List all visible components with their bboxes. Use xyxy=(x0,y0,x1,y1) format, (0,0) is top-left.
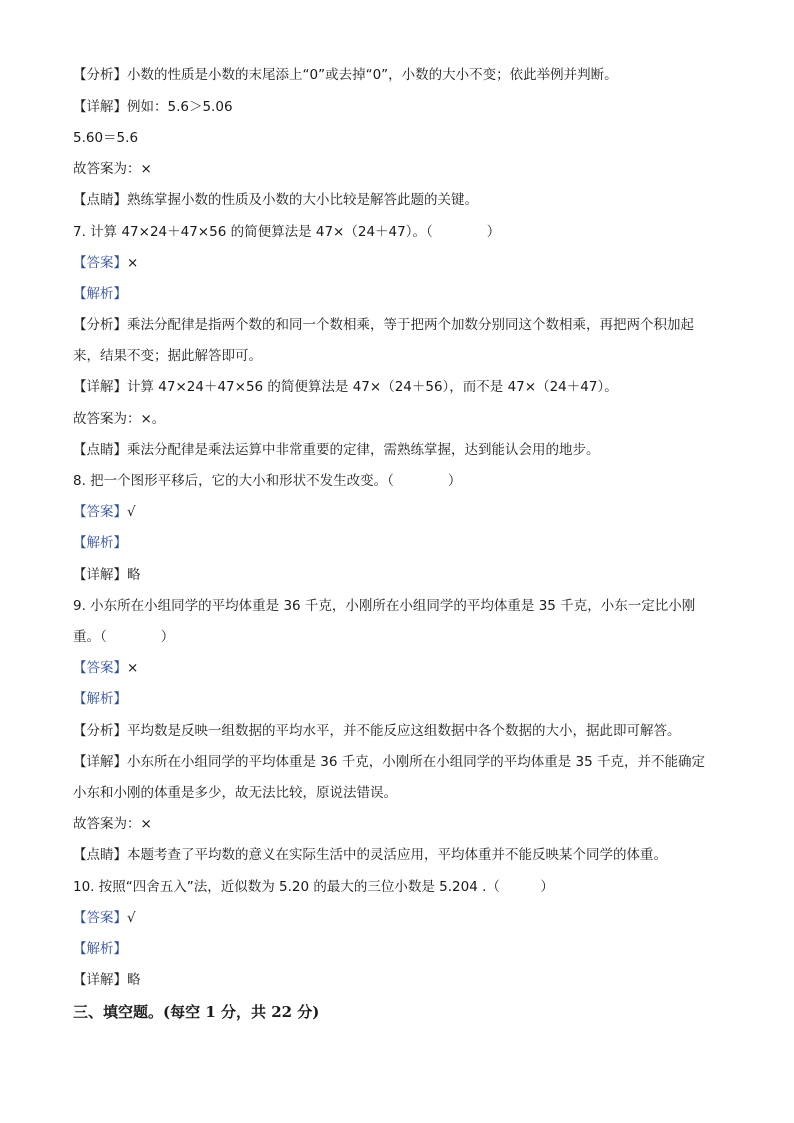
explanation-label: 【解析】 xyxy=(73,691,127,707)
explanation-label: 【解析】 xyxy=(73,286,127,302)
detail-line: 【详解】计算 47×24＋47×56 的简便算法是 47×（24＋56），而不是 47×（24＋47）。 xyxy=(73,379,618,395)
detail-line: 【详解】小东所在小组同学的平均体重是 36 千克，小刚所在小组同学的平均体重是 35 千克，并不能确定 xyxy=(73,754,706,770)
answer-value: √ xyxy=(127,504,136,520)
explanation-label-line xyxy=(73,689,721,709)
analysis-line: 【分析】乘法分配律是指两个数的和同一个数相乘，等于把两个加数分别同这个数相乘，再把两个积加起 xyxy=(73,317,694,333)
answer-value: × xyxy=(127,255,139,271)
question-9-continued: 重。（ ） xyxy=(73,629,175,645)
detail-line: 【详解】略 xyxy=(73,567,141,583)
question-10: 10. 按照“四舍五入”法，近似数为 5.20 的最大的三位小数是 5.204 .（ ） xyxy=(73,879,554,895)
explanation-label-line xyxy=(73,533,721,553)
answer-line xyxy=(73,502,721,522)
answer-conclusion: 故答案为：× xyxy=(73,161,152,177)
answer-conclusion: 故答案为：× xyxy=(73,816,152,832)
answer-label: 【答案】 xyxy=(73,504,127,520)
detail-line: 【详解】略 xyxy=(73,972,141,988)
tip-line: 【点睛】本题考查了平均数的意义在实际生活中的灵活应用，平均体重并不能反映某个同学的体重。 xyxy=(73,847,667,863)
detail-line: 5.60＝5.6 xyxy=(73,130,139,146)
answer-value: × xyxy=(127,660,139,676)
explanation-label-line xyxy=(73,939,721,959)
detail-line: 小东和小刚的体重是多少，故无法比较，原说法错误。 xyxy=(73,785,397,801)
answer-label: 【答案】 xyxy=(73,255,127,271)
answer-label: 【答案】 xyxy=(73,910,127,926)
analysis-line: 来，结果不变；据此解答即可。 xyxy=(73,348,262,364)
explanation-label: 【解析】 xyxy=(73,941,127,957)
analysis-line: 【分析】小数的性质是小数的末尾添上“0”或去掉“0”，小数的大小不变；依此举例并判断。 xyxy=(73,67,618,83)
analysis-line: 【分析】平均数是反映一组数据的平均水平，并不能反应这组数据中各个数据的大小，据此即可解答。 xyxy=(73,723,681,739)
explanation-label-line xyxy=(73,284,721,304)
section-heading: 三、填空题。(每空 1 分，共 22 分) xyxy=(73,1003,320,1021)
answer-conclusion: 故答案为：×。 xyxy=(73,411,166,427)
answer-line xyxy=(73,658,721,678)
answer-line xyxy=(73,253,721,273)
tip-line: 【点睛】熟练掌握小数的性质及小数的大小比较是解答此题的关键。 xyxy=(73,192,478,208)
detail-line: 【详解】例如：5.6＞5.06 xyxy=(73,99,233,115)
question-9: 9. 小东所在小组同学的平均体重是 36 千克，小刚所在小组同学的平均体重是 35 千克，小东一定比小刚 xyxy=(73,598,696,614)
answer-value: √ xyxy=(127,910,136,926)
question-8: 8. 把一个图形平移后，它的大小和形状不发生改变。（ ） xyxy=(73,473,462,489)
question-7: 7. 计算 47×24＋47×56 的简便算法是 47×（24＋47）。（ ） xyxy=(73,224,501,240)
tip-line: 【点睛】乘法分配律是乘法运算中非常重要的定律，需熟练掌握，达到能认会用的地步。 xyxy=(73,442,600,458)
answer-line xyxy=(73,908,721,928)
explanation-label: 【解析】 xyxy=(73,535,127,551)
answer-label: 【答案】 xyxy=(73,660,127,676)
